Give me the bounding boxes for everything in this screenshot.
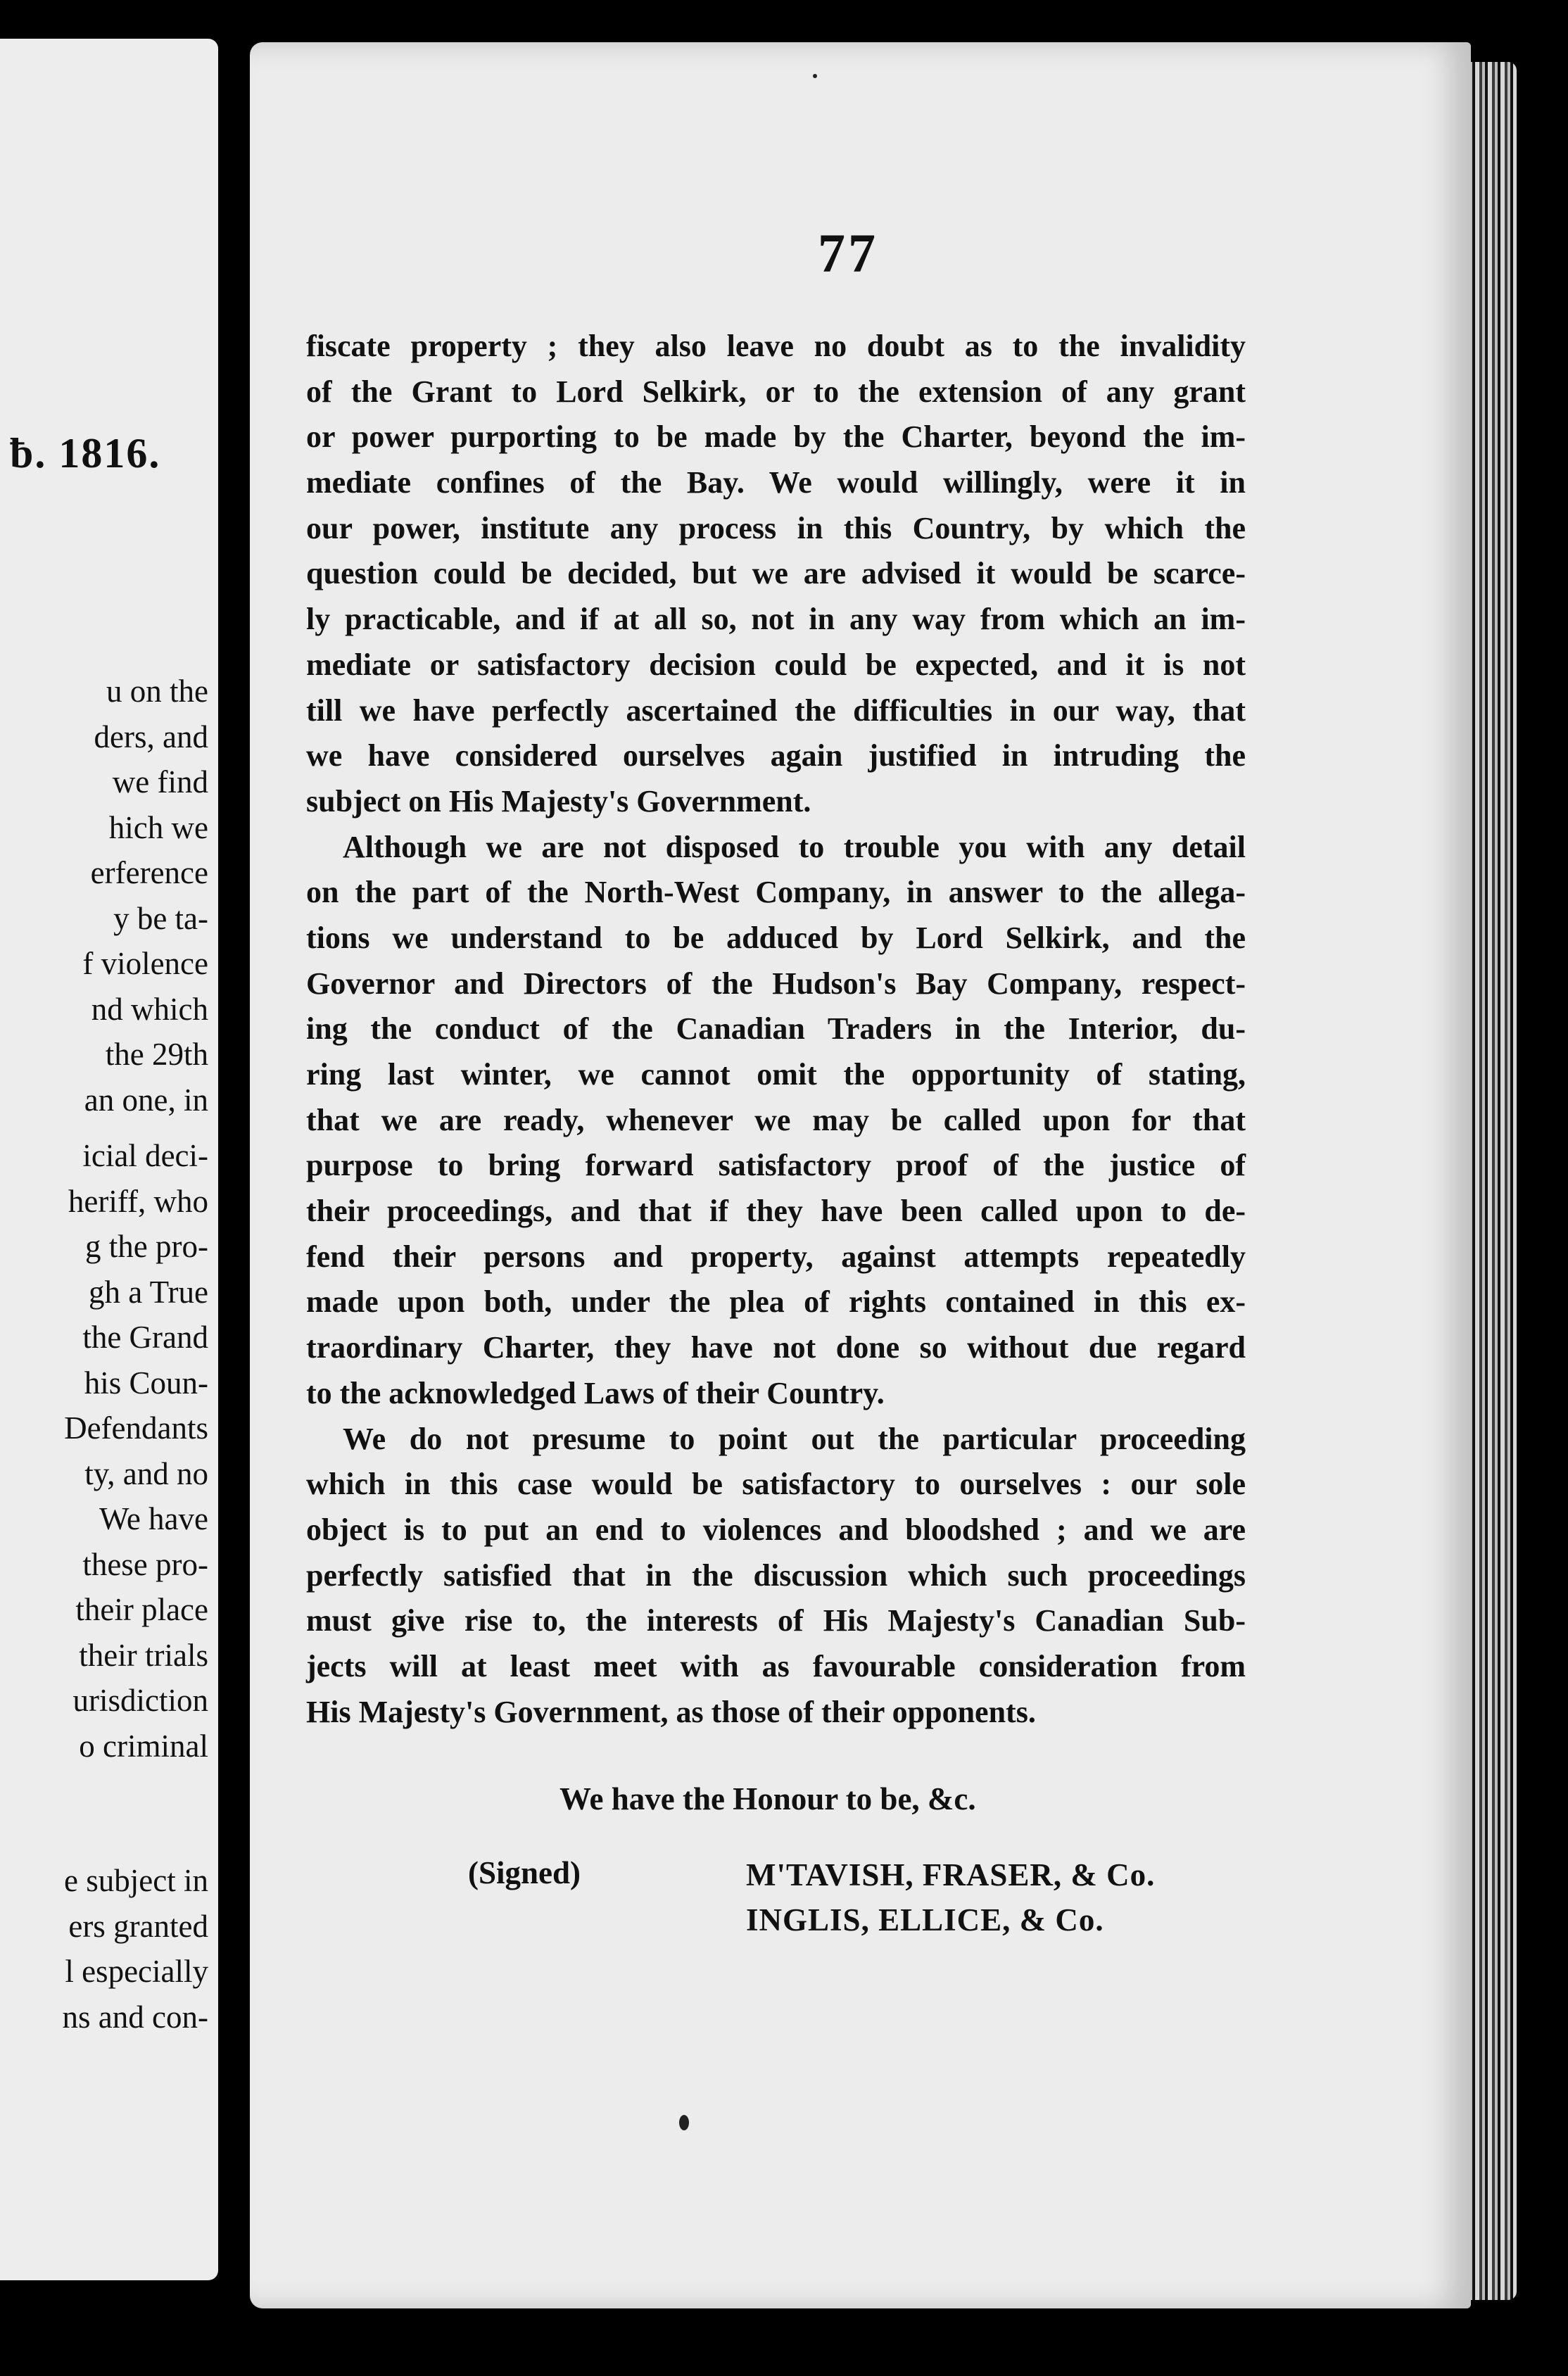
left-page-line: ns and con- xyxy=(62,1999,208,2035)
ink-speck xyxy=(813,74,817,78)
text-line: object is to put an end to violences and bloodshed ; and we are xyxy=(306,1512,1246,1547)
left-page-line: icial deci- xyxy=(82,1138,208,1173)
paragraph xyxy=(306,324,1246,825)
ink-speck xyxy=(679,2115,689,2130)
left-page-line: the 29th xyxy=(105,1037,208,1072)
signatory-2: INGLIS, ELLICE, & Co. xyxy=(746,1902,1104,1938)
text-line: their proceedings, and that if they have been called upon to de- xyxy=(306,1194,1246,1229)
text-line: fiscate property ; they also leave no doubt as to the invalidity xyxy=(306,329,1246,363)
text-line: His Majesty's Government, as those of their opponents. xyxy=(306,1694,1036,1729)
text-line: traordinary Charter, they have not done so without due regard xyxy=(306,1330,1246,1365)
left-page-line: gh a True xyxy=(88,1274,208,1310)
text-line: till we have perfectly ascertained the difficulties in our way, that xyxy=(306,693,1246,728)
left-page-line: these pro- xyxy=(82,1546,208,1582)
left-page-line: ty, and no xyxy=(84,1455,208,1491)
text-line: ing the conduct of the Canadian Traders in the Interior, du- xyxy=(306,1011,1246,1047)
main-page xyxy=(250,42,1471,2308)
text-line: perfectly satisfied that in the discussion which such proceedings xyxy=(306,1557,1246,1593)
left-page-line: Defendants xyxy=(64,1410,208,1446)
closing-salutation: We have the Honour to be, &c. xyxy=(559,1781,976,1816)
left-page-line: erference xyxy=(90,855,208,890)
text-line: of the Grant to Lord Selkirk, or to the extension of any grant xyxy=(306,374,1246,409)
left-page-line: e subject in xyxy=(64,1863,208,1898)
signatory-1: M'TAVISH, FRASER, & Co. xyxy=(746,1857,1156,1892)
left-page-line: an one, in xyxy=(84,1082,208,1118)
signed-label: (Signed) xyxy=(468,1855,581,1890)
page-number: 77 xyxy=(818,222,878,284)
left-page-line: l especially xyxy=(65,1954,208,1989)
text-line: ly practicable, and if at all so, not in any way from which an im- xyxy=(306,602,1246,637)
text-line: fend their persons and property, against attempts repeatedly xyxy=(306,1239,1246,1274)
left-page-line: ers granted xyxy=(68,1908,208,1944)
left-page-line: ders, and xyxy=(94,719,208,754)
paragraph xyxy=(306,825,1246,1417)
text-line: jects will at least meet with as favourable consideration from xyxy=(306,1648,1246,1683)
left-page-text-block-2 xyxy=(64,1133,208,1769)
text-line: to the acknowledged Laws of their Country. xyxy=(306,1375,885,1410)
book-gutter xyxy=(218,0,250,2376)
left-page-line: o criminal xyxy=(79,1728,208,1764)
text-line: or power purporting to be made by the Charter, beyond the im- xyxy=(306,419,1246,455)
left-page-line: hich we xyxy=(108,809,208,845)
text-line: tions we understand to be adduced by Lord Selkirk, and the xyxy=(306,920,1246,955)
text-line: purpose to bring forward satisfactory proof of the justice of xyxy=(306,1148,1246,1183)
left-page-text-block-3 xyxy=(63,1858,208,2040)
left-page-header: ƀ. 1816. xyxy=(10,430,161,476)
text-line: made upon both, under the plea of rights contained in this ex- xyxy=(306,1284,1246,1320)
text-line: we have considered ourselves again justified in intruding the xyxy=(306,738,1246,773)
left-page-line: his Coun- xyxy=(84,1365,208,1401)
left-page-line: We have xyxy=(99,1501,208,1536)
left-page-line: g the pro- xyxy=(85,1229,208,1264)
left-page-line: f violence xyxy=(82,946,208,981)
body-text xyxy=(306,324,1246,1735)
left-page-line: their trials xyxy=(79,1637,208,1673)
text-line: ring last winter, we cannot omit the opportunity of stating, xyxy=(306,1057,1246,1092)
text-line: subject on His Majesty's Government. xyxy=(306,783,811,819)
left-page-line: the Grand xyxy=(82,1320,208,1355)
left-page-text-block-1 xyxy=(82,669,208,1123)
paragraph xyxy=(306,1417,1246,1736)
left-page-line: we find xyxy=(112,764,208,800)
left-page-line: y be ta- xyxy=(113,900,208,936)
text-line: on the part of the North-West Company, in answer to the allega- xyxy=(306,875,1246,910)
left-page-line: urisdiction xyxy=(72,1683,208,1718)
text-line: our power, institute any process in this Country, by which the xyxy=(306,510,1246,545)
left-page-line: heriff, who xyxy=(68,1183,208,1219)
left-page-line: nd which xyxy=(91,991,208,1027)
left-page-line: u on the xyxy=(106,674,208,709)
text-line: which in this case would be satisfactory to ourselves : our sole xyxy=(306,1467,1246,1502)
text-line: Governor and Directors of the Hudson's Bay Company, respect- xyxy=(306,966,1246,1001)
text-line: mediate or satisfactory decision could be expected, and it is not xyxy=(306,647,1246,682)
text-line: Although we are not disposed to trouble you with any detail xyxy=(343,829,1246,864)
text-line: must give rise to, the interests of His Majesty's Canadian Sub- xyxy=(306,1603,1246,1638)
text-line: mediate confines of the Bay. We would willingly, were it in xyxy=(306,465,1246,500)
left-page-line: their place xyxy=(75,1592,208,1627)
text-line: that we are ready, whenever we may be called upon for that xyxy=(306,1102,1246,1137)
text-line: question could be decided, but we are advised it would be scarce- xyxy=(306,556,1246,591)
left-page-fragment xyxy=(0,39,218,2280)
text-line: We do not presume to point out the particular proceeding xyxy=(343,1421,1246,1456)
